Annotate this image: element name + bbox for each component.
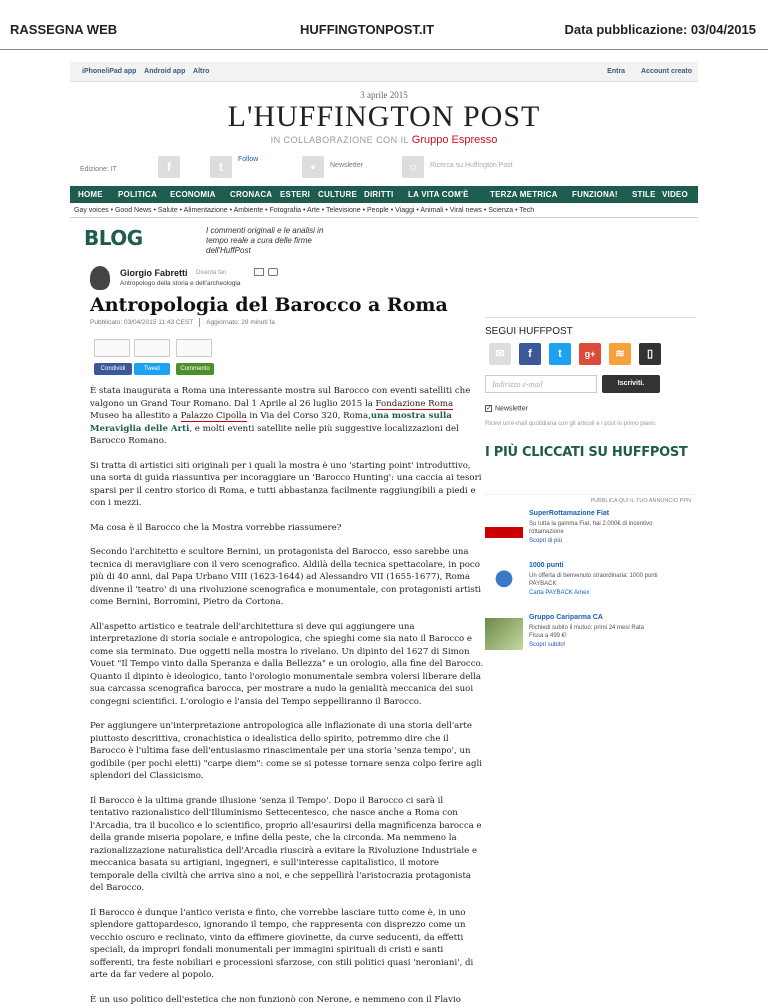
email-icon[interactable]: ✉	[489, 343, 511, 365]
subscribe-button[interactable]: Iscriviti.	[602, 375, 660, 393]
nav-home[interactable]: HOME	[78, 190, 103, 199]
search-icon[interactable]: ○	[402, 156, 424, 178]
newsletter-link[interactable]: Newsletter	[330, 162, 363, 169]
nav-politica[interactable]: POLITICA	[118, 190, 157, 199]
ad-title[interactable]: SuperRottamazione Fiat	[529, 510, 609, 517]
paragraph-1: È stata inaugurata a Roma una interessante mostra sul Barocco con eventi satelliti che valgono un Grand Tour Romano. Dal 1 Aprile al 26 luglio 2015 la Fondazione Roma Museo ha allestito a Palazzo Cipolla in Via del Corso 320, Roma,una mostra sulla Meraviglia delle Arti, e molti eventi satellite nelle più suggestive localizzazioni del Barocco Romano.	[90, 385, 484, 448]
ad-link[interactable]: Carta PAYBACK Amex	[529, 590, 589, 596]
mail-icon[interactable]	[254, 268, 264, 276]
mostra-link[interactable]: una mostra sulla Meraviglia delle Arti	[90, 411, 452, 434]
blog-header	[70, 222, 698, 256]
collab-text: IN COLLABORAZIONE CON IL	[271, 135, 409, 145]
ad-desc: Su tutta la gamma Fiat, hai 2.000€ di incentivo rottamazione	[529, 520, 659, 536]
partner-name[interactable]: Gruppo Espresso	[412, 134, 498, 146]
altro-link[interactable]: Altro	[193, 68, 209, 75]
cariparma-image	[485, 618, 523, 650]
fondazione-roma-link[interactable]: Fondazione Roma	[376, 399, 454, 410]
blog-description: I commenti originali e le analisi in tempo reale a cura delle firme dell'HuffPost	[206, 226, 346, 256]
tweet-button[interactable]: Tweet	[134, 363, 170, 375]
thumbs-up-icon[interactable]	[268, 268, 278, 276]
ad-cariparma[interactable]	[485, 614, 695, 660]
paragraph-6: Per aggiungere un'interpretazione antropologica alle inflazionate di una storia dell'arte piuttosto descrittiva, cronachistica o idealistica dello spirito, potremmo dire che il Barocco è l'ultima fase dell'entusiasmo rinascimentale per una storia 'senza tempo', un godibile (per pochi eletti) "carpe diem": come se si potesse tornare senza colpo ferire agli splendori del Classicismo.	[90, 720, 484, 783]
published-date: Pubblicato: 03/04/2015 11:43 CEST	[90, 319, 193, 326]
entra-link[interactable]: Entra	[607, 68, 625, 75]
site-logo[interactable]: L'HUFFINGTON POST	[70, 102, 698, 132]
header-right: Data pubblicazione: 03/04/2015	[565, 22, 756, 37]
nav-video[interactable]: VIDEO	[662, 190, 688, 199]
newsletter-label: Newsletter	[495, 405, 528, 412]
press-review-header	[0, 0, 768, 50]
header-center: HUFFINGTONPOST.IT	[300, 22, 434, 37]
sidebar	[485, 317, 695, 660]
paragraph-3: Ma cosa è il Barocco che la Mostra vorrebbe riassumere?	[90, 522, 484, 535]
newsletter-description: Ricevi un'e-mail quotidiana con gli articoli e i post in primo piano.	[485, 420, 665, 429]
twitter-icon[interactable]: t	[549, 343, 571, 365]
collab-line	[70, 134, 698, 146]
author-name[interactable]: Giorgio Fabretti	[120, 268, 188, 278]
payback-image	[485, 566, 523, 598]
rss-icon[interactable]: ≋	[609, 343, 631, 365]
car-image	[485, 514, 523, 546]
ad-desc: Un offerta di benvenuto straordinaria: 1000 punti PAYBACK	[529, 572, 659, 588]
paragraph-5: All'aspetto artistico e teatrale dell'architettura si deve qui aggiungere una interpretazione di storia sociale e antropologica, che spieghi come sia nato il Barocco e come sia terminato. Due oggetti nella mostra lo rivelano. Un dipinto del 1627 di Simon Vouet "Il Tempo vinto dalla Speranza e dalla Bellezza" e un orologio, alla fine del Barocco. Quanto il dipinto è ideologico, tanto l'orologio monumentale sembra volersi liberare della sua carcassa scenografica barocca, per mostrare a nudo la genialità meccanica dei suoi congegni scientifici. L'orologio e l'ansia del Tempo seppelliranno il Barocco.	[90, 621, 484, 709]
twitter-icon[interactable]: t	[210, 156, 232, 178]
web-page	[70, 62, 698, 994]
toolbar	[70, 152, 698, 182]
google-plus-icon[interactable]: g+	[579, 343, 601, 365]
utility-bar	[70, 62, 698, 82]
masthead-date: 3 aprile 2015	[70, 90, 698, 100]
nav-cronaca[interactable]: CRONACA	[230, 190, 272, 199]
ad-desc: Richiedi subito il mutuo: primi 24 mesi Rata Fissa a 499 €!	[529, 624, 659, 640]
most-clicked-heading: I PIÙ CLICCATI SU HUFFPOST	[485, 445, 695, 460]
ad-payback[interactable]	[485, 562, 695, 608]
android-app-link[interactable]: Android app	[144, 68, 185, 75]
paragraph-4: Secondo l'architetto e scultore Bernini, un protagonista del Barocco, esso sarebbe una tecnica di meravigliare con il vero scenografico. Aldilà della tecnica spettacolare, in poco più di 40 anni, dal Papa Urbano VIII (1623-1644) ad Alessandro VII (1655-1677), Roma divenne il 'teatro' di una rivoluzione scenografica e monumentale, con protagonisti artisti come Bernini, Borromini, Pietro da Cortona.	[90, 546, 484, 609]
nav-funziona[interactable]: FUNZIONA!	[572, 190, 618, 199]
ad-title[interactable]: Gruppo Cariparma CA	[529, 614, 603, 621]
avatar[interactable]	[90, 266, 110, 290]
article-title: Antropologia del Barocco a Roma	[90, 294, 698, 316]
newsletter-checkbox-row[interactable]	[485, 405, 695, 412]
become-fan-link[interactable]: Diventa fan	[196, 270, 226, 276]
palazzo-cipolla-link[interactable]: Palazzo Cipolla	[181, 411, 247, 422]
ppn-label[interactable]: PUBBLICA QUI IL TUO ANNUNCIO PPN	[485, 494, 695, 504]
nav-economia[interactable]: ECONOMIA	[170, 190, 216, 199]
sub-nav[interactable]: Gay voices • Good News • Salute • Alimentazione • Ambiente • Fotografia • Arte • Televisione • People • Viaggi • Animali • Viral news • Scienza • Tech	[70, 207, 698, 218]
email-input[interactable]: Indirizzo e-mail	[485, 375, 597, 393]
iphone-app-link[interactable]: iPhone/iPad app	[82, 68, 136, 75]
paragraph-2: Si tratta di artistici siti originali per i quali la mostra è uno 'starting point' introduttivo, una sorta di guida riassuntiva per incoraggiare un 'Barocco Hunting': una caccia ai tesori sparsi per il centro storico di Roma, e tutti abbastanza facilmente raggiungibili a piedi e con i mezzi.	[90, 460, 484, 510]
author-box	[70, 266, 698, 294]
nav-diritti[interactable]: DIRITTI	[364, 190, 393, 199]
mobile-icon[interactable]: ▯	[639, 343, 661, 365]
follow-heading: SEGUI HUFFPOST	[485, 317, 695, 337]
share-count-cm	[176, 339, 212, 357]
paragraph-8: Il Barocco è dunque l'antico verista e finto, che vorrebbe lasciare tutto come è, in uno splendore gattopardesco, ignorando il tempo, che rappresenta con disprezzo come un vecchio oscuro e reclinato, vinto da effimere giovinette, da curve seducenti, da effetti speciali, da impropri fondali monumentali per immagini spirituali di cristi e santi sofferenti, tra feste nobiliari e processioni sfarzose, con stili politici quasi 'neroniani', di arte da far vedere al popolo.	[90, 907, 484, 982]
facebook-icon[interactable]: f	[158, 156, 180, 178]
search-input[interactable]: Ricerca su Huffington Post	[430, 162, 513, 169]
article-body	[90, 385, 484, 1006]
social-icons	[485, 343, 695, 373]
main-nav	[70, 186, 698, 203]
ad-link[interactable]: Scopri di più	[529, 538, 562, 544]
facebook-share-button[interactable]: Condividi	[94, 363, 132, 375]
author-role: Antropologo della storia e dell'archeologia	[120, 280, 241, 287]
account-link[interactable]: Account creato	[641, 68, 692, 75]
follow-link[interactable]: Follow	[238, 156, 258, 163]
edition-select[interactable]: Edizione: IT	[80, 166, 117, 173]
nav-terza-metrica[interactable]: TERZA METRICA	[490, 190, 558, 199]
share-count-tw	[134, 339, 170, 357]
paragraph-7: Il Barocco è la ultima grande illusione 'senza il Tempo'. Dopo il Barocco ci sarà il tentativo razionalistico dell'Illuminismo Settecentesco, che nasce anche a Roma con l'Arcadia, tra il bucolico e lo scientifico, proprio all'esaurirsi della magnificenza barocca e della grande miseria popolare, e infine della peste, che la circonda. Ma nemmeno la razionalizzazione naturalistica dell'Arcadia riuscirà a evitare la Rivoluzione Industriale e meccanica basata su artigiani, ingegneri, e sull'interesse capitalistico, il motore temporale della civiltà che arriva sino a noi, e che seppellirà l'aristocrazia protagonista del Barocco.	[90, 795, 484, 895]
facebook-icon[interactable]: f	[519, 343, 541, 365]
nav-culture[interactable]: CULTURE	[318, 190, 357, 199]
nav-esteri[interactable]: ESTERI	[280, 190, 310, 199]
paragraph-9: È un uso politico dell'estetica che non funzionò con Nerone, e nemmeno con il Flavio	[90, 994, 484, 1006]
comment-button[interactable]: Commento	[176, 363, 214, 375]
header-left: RASSEGNA WEB	[10, 22, 117, 37]
blog-title[interactable]: BLOG	[84, 226, 143, 250]
nav-la-vita[interactable]: LA VITA COM'È	[408, 190, 469, 199]
bell-icon[interactable]: •	[302, 156, 324, 178]
email-signup	[485, 375, 695, 399]
updated-date: Aggiornato: 29 minuti fa	[206, 319, 275, 326]
ad-link[interactable]: Scopri subito!	[529, 642, 565, 648]
ad-fiat[interactable]	[485, 510, 695, 556]
checkbox[interactable]: ✓	[485, 405, 492, 412]
share-count-fb	[94, 339, 130, 357]
ad-title[interactable]: 1000 punti	[529, 562, 564, 569]
nav-stile[interactable]: STILE	[632, 190, 656, 199]
